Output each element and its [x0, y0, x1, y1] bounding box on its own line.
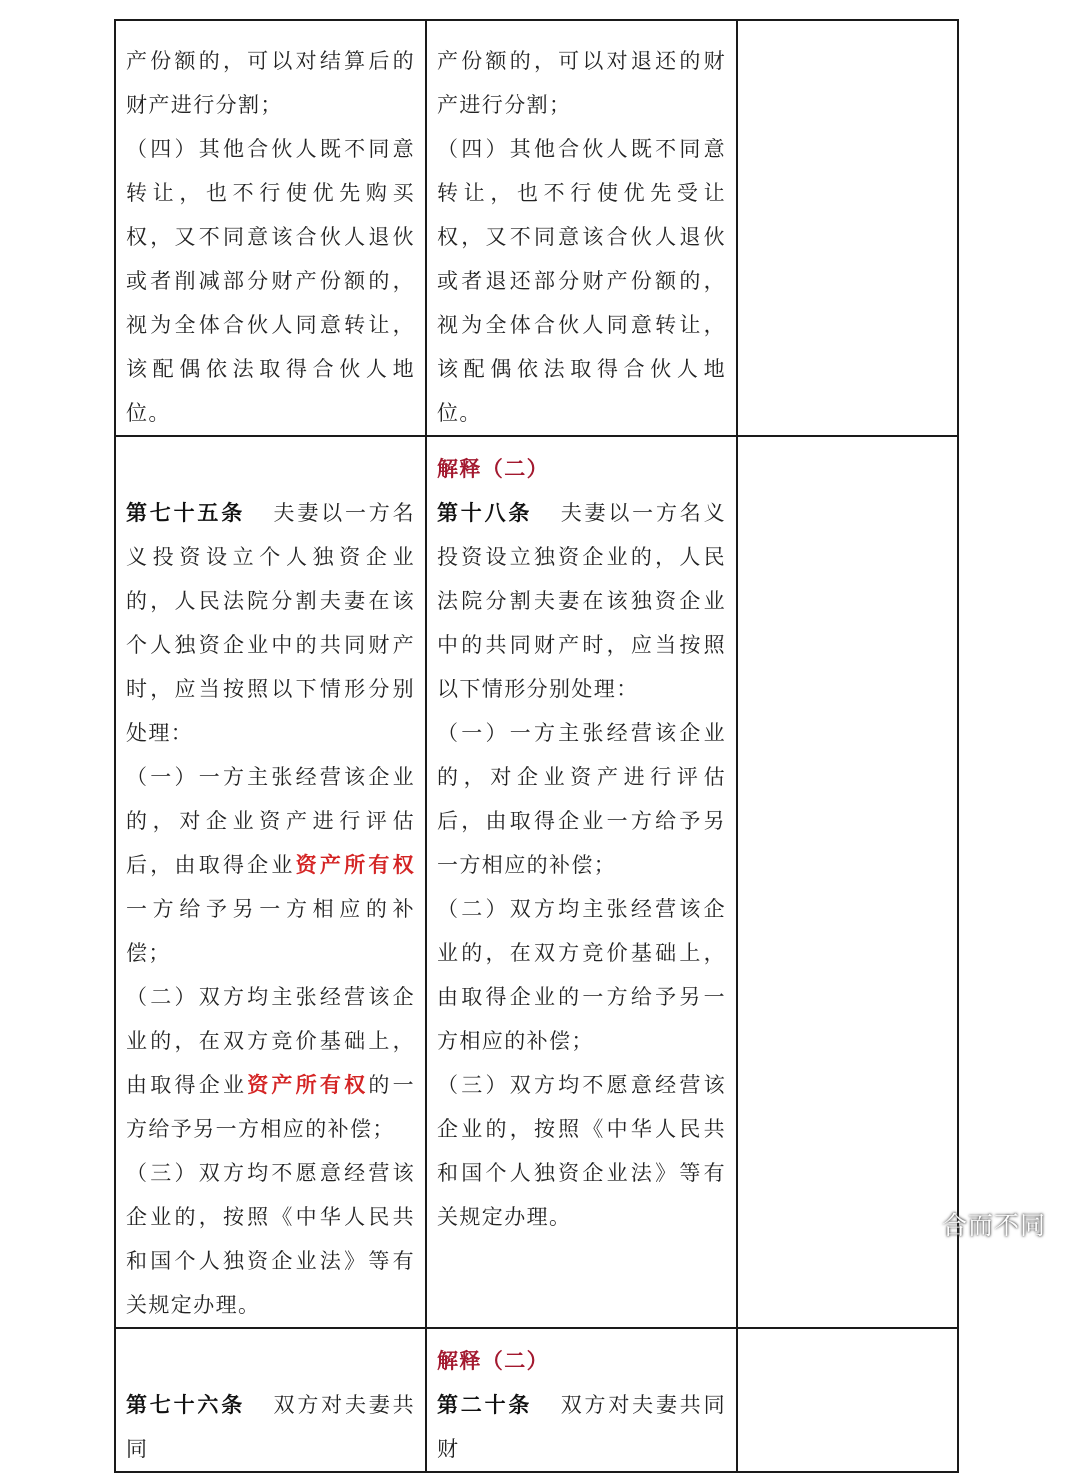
- source-label: 解释（二）: [437, 1348, 549, 1373]
- comparison-table: [114, 19, 959, 1473]
- item-paragraph: （二）双方均主张经营该企业的，在双方竞价基础上，由取得企业的一方给予另一方相应的补偿；: [437, 897, 726, 1053]
- old-interpretation-cell: [426, 20, 737, 436]
- article-paragraph: [437, 1383, 726, 1471]
- old-interpretation-cell: [426, 1328, 737, 1472]
- paragraph: 产份额的，可以对结算后的财产进行分割；: [126, 49, 415, 117]
- item-paragraph: （三）双方均不愿意经营该企业的，按照《中华人民共和国个人独资企业法》等有关规定办理。: [437, 1073, 726, 1229]
- highlighted-term: 资产所有权: [247, 1072, 369, 1097]
- article-text: 双方对夫妻共同: [126, 1393, 415, 1461]
- paragraph: （四）其他合伙人既不同意转让，也不行使优先购买权，又不同意该合伙人退伙或者削减部分财产份额的，视为全体合伙人同意转让，该配偶依法取得合伙人地位。: [126, 137, 415, 425]
- article-paragraph: [126, 1383, 415, 1471]
- table-row: [115, 1328, 958, 1472]
- spacer: [126, 1339, 415, 1383]
- civil-code-cell: [115, 20, 426, 436]
- article-paragraph: [437, 491, 726, 711]
- item-text: 一方给予另一方相应的补偿；: [126, 897, 415, 965]
- watermark-text: 合而不同: [942, 1211, 1047, 1240]
- spacer: [126, 447, 415, 491]
- wechat-icon: [896, 1205, 934, 1243]
- table-row: [115, 436, 958, 1328]
- article-text: 双方对夫妻共同财: [437, 1393, 726, 1461]
- article-number: 第十八条: [437, 500, 533, 525]
- article-number: 第七十五条: [126, 500, 246, 525]
- notes-cell: [737, 1328, 958, 1472]
- item-paragraph: （三）双方均不愿意经营该企业的，按照《中华人民共和国个人独资企业法》等有关规定办理。: [126, 1161, 415, 1317]
- item-text: （一）一方主张经营该企业的，对企业资产进行评估后，由取得企业: [126, 765, 415, 877]
- paragraph: 产份额的，可以对退还的财产进行分割；: [437, 49, 726, 117]
- notes-cell: [737, 20, 958, 436]
- item-paragraph: （一）一方主张经营该企业的，对企业资产进行评估后，由取得企业一方给予另一方相应的补偿；: [437, 721, 726, 877]
- highlighted-term: 资产所有权: [295, 852, 415, 877]
- item-paragraph: [126, 755, 415, 975]
- civil-code-cell: [115, 1328, 426, 1472]
- paragraph: （四）其他合伙人既不同意转让，也不行使优先受让权，又不同意该合伙人退伙或者退还部分财产份额的，视为全体合伙人同意转让，该配偶依法取得合伙人地位。: [437, 137, 726, 425]
- article-text: 夫妻以一方名义投资设立独资企业的，人民法院分割夫妻在该独资企业中的共同财产时，应当按照以下情形分别处理：: [437, 501, 726, 701]
- item-text: （二）双方均主张经营该企业的，在双方竞价基础上，由取得企业: [126, 985, 415, 1097]
- old-interpretation-cell: [426, 436, 737, 1328]
- civil-code-cell: [115, 436, 426, 1328]
- table-row: [115, 20, 958, 436]
- article-text: 夫妻以一方名义投资设立个人独资企业的，人民法院分割夫妻在该个人独资企业中的共同财产时，应当按照以下情形分别处理：: [126, 501, 415, 745]
- source-label: 解释（二）: [437, 456, 549, 481]
- article-number: 第七十六条: [126, 1392, 246, 1417]
- article-paragraph: [126, 491, 415, 755]
- item-text: 的一方给予另一方相应的补偿；: [126, 1073, 416, 1141]
- watermark: [896, 1206, 1046, 1242]
- item-paragraph: [126, 975, 415, 1151]
- notes-cell: [737, 436, 958, 1328]
- article-number: 第二十条: [437, 1392, 533, 1417]
